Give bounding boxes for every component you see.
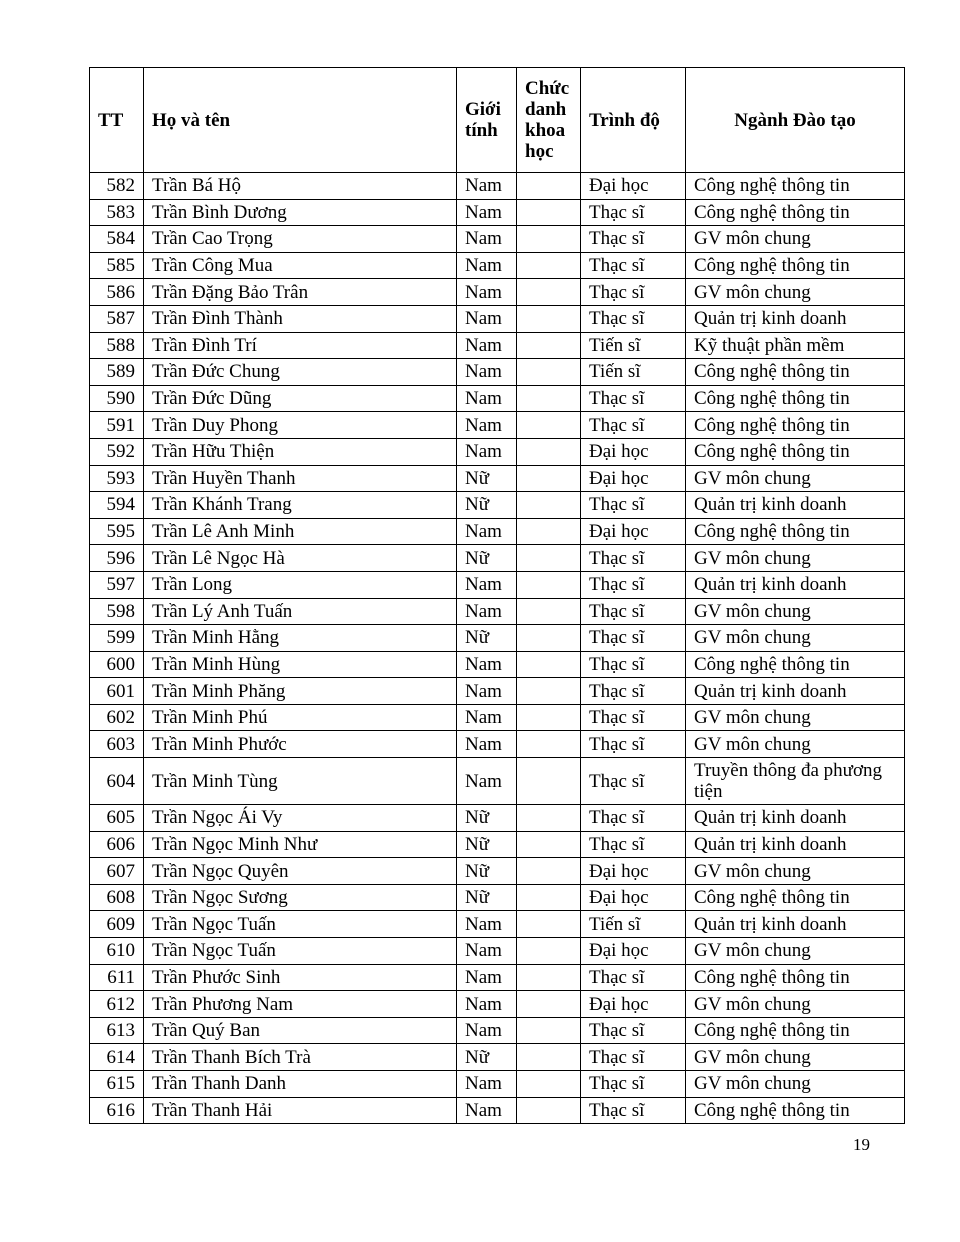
cell-gender: Nữ (457, 858, 517, 885)
cell-field: Quản trị kinh doanh (686, 805, 905, 832)
cell-tt: 586 (90, 279, 144, 306)
cell-name: Trần Thanh Hải (144, 1097, 457, 1124)
cell-field: GV môn chung (686, 279, 905, 306)
cell-gender: Nữ (457, 831, 517, 858)
cell-field: Quản trị kinh doanh (686, 678, 905, 705)
table-row (90, 545, 905, 572)
cell-name: Trần Minh Hằng (144, 625, 457, 652)
table-row (90, 964, 905, 991)
cell-gender: Nam (457, 518, 517, 545)
cell-degree: Thạc sĩ (581, 252, 686, 279)
cell-degree: Tiến sĩ (581, 332, 686, 359)
cell-tt: 603 (90, 731, 144, 758)
cell-tt: 614 (90, 1044, 144, 1071)
cell-title (517, 545, 581, 572)
cell-field: GV môn chung (686, 465, 905, 492)
cell-gender: Nam (457, 438, 517, 465)
cell-degree: Thạc sĩ (581, 545, 686, 572)
cell-name: Trần Long (144, 571, 457, 598)
cell-field: GV môn chung (686, 625, 905, 652)
cell-title (517, 412, 581, 439)
cell-tt: 601 (90, 678, 144, 705)
cell-gender: Nam (457, 412, 517, 439)
cell-gender: Nam (457, 991, 517, 1018)
cell-title (517, 199, 581, 226)
cell-name: Trần Đình Thành (144, 305, 457, 332)
cell-gender: Nữ (457, 545, 517, 572)
cell-title (517, 1097, 581, 1124)
cell-field: Công nghệ thông tin (686, 884, 905, 911)
cell-field: Công nghệ thông tin (686, 651, 905, 678)
cell-degree: Đại học (581, 884, 686, 911)
cell-tt: 605 (90, 805, 144, 832)
table-row (90, 438, 905, 465)
cell-field: GV môn chung (686, 991, 905, 1018)
cell-tt: 583 (90, 199, 144, 226)
cell-gender: Nam (457, 964, 517, 991)
cell-degree: Thạc sĩ (581, 412, 686, 439)
cell-degree: Thạc sĩ (581, 831, 686, 858)
cell-gender: Nam (457, 305, 517, 332)
cell-tt: 587 (90, 305, 144, 332)
table-row (90, 938, 905, 965)
cell-degree: Tiến sĩ (581, 359, 686, 386)
cell-field: Công nghệ thông tin (686, 385, 905, 412)
cell-tt: 600 (90, 651, 144, 678)
cell-title (517, 252, 581, 279)
cell-name: Trần Đức Dũng (144, 385, 457, 412)
cell-name: Trần Minh Phăng (144, 678, 457, 705)
table-row (90, 332, 905, 359)
header-gioi-tinh: Giới tính (457, 68, 517, 173)
cell-degree: Thạc sĩ (581, 226, 686, 253)
cell-degree: Thạc sĩ (581, 1097, 686, 1124)
cell-degree: Đại học (581, 938, 686, 965)
cell-degree: Thạc sĩ (581, 1017, 686, 1044)
cell-field: Công nghệ thông tin (686, 173, 905, 200)
cell-title (517, 1044, 581, 1071)
cell-title (517, 1071, 581, 1098)
cell-tt: 602 (90, 704, 144, 731)
table-row (90, 884, 905, 911)
table-row (90, 465, 905, 492)
cell-tt: 616 (90, 1097, 144, 1124)
table-row (90, 1044, 905, 1071)
cell-title (517, 492, 581, 519)
cell-degree: Tiến sĩ (581, 911, 686, 938)
cell-gender: Nam (457, 938, 517, 965)
cell-tt: 607 (90, 858, 144, 885)
staff-table (89, 67, 905, 1124)
cell-gender: Nữ (457, 465, 517, 492)
header-tt: TT (90, 68, 144, 173)
cell-tt: 596 (90, 545, 144, 572)
cell-name: Trần Hữu Thiện (144, 438, 457, 465)
table-row (90, 805, 905, 832)
table-row (90, 279, 905, 306)
cell-tt: 606 (90, 831, 144, 858)
cell-degree: Đại học (581, 518, 686, 545)
cell-tt: 594 (90, 492, 144, 519)
cell-name: Trần Bá Hộ (144, 173, 457, 200)
cell-gender: Nam (457, 252, 517, 279)
cell-field: Quản trị kinh doanh (686, 305, 905, 332)
table-row (90, 412, 905, 439)
cell-title (517, 884, 581, 911)
cell-title (517, 226, 581, 253)
cell-title (517, 438, 581, 465)
cell-field: GV môn chung (686, 858, 905, 885)
cell-field: Công nghệ thông tin (686, 964, 905, 991)
cell-tt: 590 (90, 385, 144, 412)
table-row (90, 252, 905, 279)
cell-degree: Thạc sĩ (581, 385, 686, 412)
cell-field: Công nghệ thông tin (686, 518, 905, 545)
cell-gender: Nam (457, 173, 517, 200)
cell-degree: Đại học (581, 173, 686, 200)
cell-tt: 589 (90, 359, 144, 386)
table-row (90, 359, 905, 386)
cell-tt: 588 (90, 332, 144, 359)
cell-tt: 592 (90, 438, 144, 465)
cell-tt: 595 (90, 518, 144, 545)
header-trinh-do: Trình độ (581, 68, 686, 173)
cell-gender: Nam (457, 332, 517, 359)
table-row (90, 858, 905, 885)
cell-name: Trần Thanh Bích Trà (144, 1044, 457, 1071)
cell-name: Trần Minh Phước (144, 731, 457, 758)
cell-gender: Nam (457, 651, 517, 678)
table-row (90, 1017, 905, 1044)
cell-tt: 612 (90, 991, 144, 1018)
cell-title (517, 518, 581, 545)
table-row (90, 704, 905, 731)
cell-tt: 608 (90, 884, 144, 911)
table-row (90, 173, 905, 200)
cell-title (517, 805, 581, 832)
cell-field: Công nghệ thông tin (686, 412, 905, 439)
cell-field: GV môn chung (686, 1071, 905, 1098)
cell-tt: 615 (90, 1071, 144, 1098)
header-chuc-danh: Chức danh khoa học (517, 68, 581, 173)
cell-name: Trần Lê Ngọc Hà (144, 545, 457, 572)
cell-tt: 611 (90, 964, 144, 991)
page-number: 19 (853, 1135, 870, 1154)
cell-degree: Đại học (581, 465, 686, 492)
cell-field: Quản trị kinh doanh (686, 831, 905, 858)
cell-gender: Nam (457, 359, 517, 386)
table-row (90, 518, 905, 545)
cell-name: Trần Cao Trọng (144, 226, 457, 253)
cell-field: Công nghệ thông tin (686, 1097, 905, 1124)
cell-degree: Thạc sĩ (581, 805, 686, 832)
cell-title (517, 279, 581, 306)
cell-gender: Nam (457, 1017, 517, 1044)
cell-title (517, 758, 581, 805)
cell-name: Trần Ngọc Ái Vy (144, 805, 457, 832)
cell-field: Quản trị kinh doanh (686, 571, 905, 598)
cell-gender: Nam (457, 1071, 517, 1098)
cell-degree: Thạc sĩ (581, 964, 686, 991)
cell-field: Kỹ thuật phần mềm (686, 332, 905, 359)
cell-degree: Thạc sĩ (581, 704, 686, 731)
cell-title (517, 332, 581, 359)
table-row (90, 651, 905, 678)
cell-field: GV môn chung (686, 704, 905, 731)
cell-title (517, 964, 581, 991)
cell-title (517, 651, 581, 678)
cell-field: Công nghệ thông tin (686, 252, 905, 279)
table-row (90, 305, 905, 332)
cell-field: GV môn chung (686, 226, 905, 253)
cell-field: GV môn chung (686, 731, 905, 758)
cell-degree: Thạc sĩ (581, 731, 686, 758)
cell-name: Trần Công Mua (144, 252, 457, 279)
cell-degree: Đại học (581, 858, 686, 885)
table-row (90, 1071, 905, 1098)
cell-gender: Nữ (457, 805, 517, 832)
cell-title (517, 704, 581, 731)
cell-degree: Thạc sĩ (581, 199, 686, 226)
cell-gender: Nữ (457, 884, 517, 911)
cell-field: Quản trị kinh doanh (686, 911, 905, 938)
cell-name: Trần Huyền Thanh (144, 465, 457, 492)
table-row (90, 226, 905, 253)
cell-name: Trần Khánh Trang (144, 492, 457, 519)
cell-tt: 599 (90, 625, 144, 652)
cell-title (517, 911, 581, 938)
cell-gender: Nữ (457, 1044, 517, 1071)
cell-gender: Nam (457, 385, 517, 412)
cell-gender: Nữ (457, 625, 517, 652)
cell-gender: Nam (457, 911, 517, 938)
cell-title (517, 1017, 581, 1044)
cell-gender: Nữ (457, 492, 517, 519)
table-row (90, 831, 905, 858)
cell-name: Trần Ngọc Quyên (144, 858, 457, 885)
cell-name: Trần Quý Ban (144, 1017, 457, 1044)
cell-name: Trần Duy Phong (144, 412, 457, 439)
cell-degree: Thạc sĩ (581, 598, 686, 625)
cell-gender: Nam (457, 598, 517, 625)
cell-name: Trần Lê Anh Minh (144, 518, 457, 545)
cell-tt: 597 (90, 571, 144, 598)
table-row (90, 492, 905, 519)
cell-tt: 609 (90, 911, 144, 938)
cell-field: Truyền thông đa phương tiện (686, 758, 905, 805)
cell-field: GV môn chung (686, 938, 905, 965)
cell-tt: 585 (90, 252, 144, 279)
table-row (90, 911, 905, 938)
cell-degree: Thạc sĩ (581, 625, 686, 652)
cell-gender: Nam (457, 226, 517, 253)
cell-title (517, 831, 581, 858)
cell-gender: Nam (457, 731, 517, 758)
cell-field: GV môn chung (686, 1044, 905, 1071)
cell-field: Công nghệ thông tin (686, 199, 905, 226)
cell-degree: Đại học (581, 991, 686, 1018)
cell-title (517, 305, 581, 332)
table-row (90, 758, 905, 805)
cell-tt: 593 (90, 465, 144, 492)
cell-name: Trần Ngọc Minh Như (144, 831, 457, 858)
cell-gender: Nam (457, 1097, 517, 1124)
cell-name: Trần Lý Anh Tuấn (144, 598, 457, 625)
cell-degree: Thạc sĩ (581, 758, 686, 805)
cell-title (517, 731, 581, 758)
cell-degree: Thạc sĩ (581, 279, 686, 306)
cell-name: Trần Đặng Bảo Trân (144, 279, 457, 306)
cell-name: Trần Đình Trí (144, 332, 457, 359)
cell-degree: Thạc sĩ (581, 492, 686, 519)
table-row (90, 731, 905, 758)
cell-gender: Nam (457, 758, 517, 805)
cell-gender: Nam (457, 571, 517, 598)
cell-degree: Đại học (581, 438, 686, 465)
cell-degree: Thạc sĩ (581, 305, 686, 332)
cell-name: Trần Ngọc Tuấn (144, 911, 457, 938)
cell-title (517, 173, 581, 200)
table-row (90, 1097, 905, 1124)
cell-title (517, 625, 581, 652)
cell-gender: Nam (457, 199, 517, 226)
cell-tt: 604 (90, 758, 144, 805)
cell-title (517, 359, 581, 386)
cell-degree: Thạc sĩ (581, 1044, 686, 1071)
header-row (90, 68, 905, 173)
cell-title (517, 938, 581, 965)
cell-name: Trần Minh Hùng (144, 651, 457, 678)
cell-name: Trần Phương Nam (144, 991, 457, 1018)
cell-title (517, 385, 581, 412)
cell-degree: Thạc sĩ (581, 571, 686, 598)
cell-degree: Thạc sĩ (581, 1071, 686, 1098)
table-row (90, 571, 905, 598)
cell-name: Trần Minh Tùng (144, 758, 457, 805)
cell-field: GV môn chung (686, 545, 905, 572)
cell-name: Trần Phước Sinh (144, 964, 457, 991)
cell-name: Trần Ngọc Sương (144, 884, 457, 911)
cell-field: GV môn chung (686, 598, 905, 625)
table-row (90, 598, 905, 625)
cell-tt: 584 (90, 226, 144, 253)
cell-field: Quản trị kinh doanh (686, 492, 905, 519)
cell-name: Trần Đức Chung (144, 359, 457, 386)
table-row (90, 625, 905, 652)
cell-title (517, 678, 581, 705)
header-ho-ten: Họ và tên (144, 68, 457, 173)
cell-field: Công nghệ thông tin (686, 359, 905, 386)
cell-name: Trần Bình Dương (144, 199, 457, 226)
cell-tt: 598 (90, 598, 144, 625)
table-row (90, 991, 905, 1018)
cell-degree: Thạc sĩ (581, 678, 686, 705)
cell-tt: 613 (90, 1017, 144, 1044)
cell-name: Trần Ngọc Tuấn (144, 938, 457, 965)
cell-title (517, 571, 581, 598)
cell-tt: 582 (90, 173, 144, 200)
cell-name: Trần Minh Phú (144, 704, 457, 731)
cell-tt: 610 (90, 938, 144, 965)
cell-title (517, 465, 581, 492)
cell-gender: Nam (457, 678, 517, 705)
cell-field: Công nghệ thông tin (686, 1017, 905, 1044)
table-row (90, 199, 905, 226)
cell-tt: 591 (90, 412, 144, 439)
table-row (90, 385, 905, 412)
cell-field: Công nghệ thông tin (686, 438, 905, 465)
header-nganh: Ngành Đào tạo (686, 68, 905, 173)
cell-name: Trần Thanh Danh (144, 1071, 457, 1098)
cell-gender: Nam (457, 279, 517, 306)
table-row (90, 678, 905, 705)
cell-gender: Nam (457, 704, 517, 731)
cell-title (517, 598, 581, 625)
cell-title (517, 991, 581, 1018)
cell-title (517, 858, 581, 885)
cell-degree: Thạc sĩ (581, 651, 686, 678)
